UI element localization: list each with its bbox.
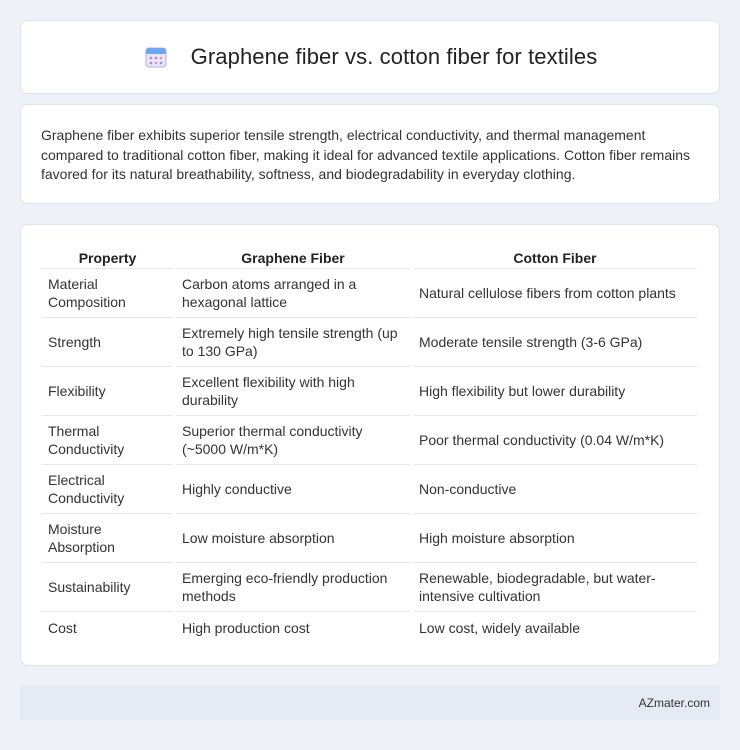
page-title: Graphene fiber vs. cotton fiber for textiles <box>190 44 598 69</box>
table-row <box>42 269 697 318</box>
table-row <box>42 318 697 367</box>
header-cotton: Cotton Fiber <box>413 245 697 269</box>
table-row <box>42 416 697 465</box>
cell-graphene: Emerging eco-friendly production methods <box>176 563 410 612</box>
cell-property: Material Composition <box>42 269 173 318</box>
comparison-table <box>39 245 700 643</box>
table-row <box>42 465 697 514</box>
cell-cotton: Non-conductive <box>413 465 697 514</box>
cell-cotton: High flexibility but lower durability <box>413 367 697 416</box>
cell-property: Thermal Conductivity <box>42 416 173 465</box>
cell-graphene: High production cost <box>182 619 310 636</box>
table-row <box>42 367 697 416</box>
cell-graphene: Carbon atoms arranged in a hexagonal lattice <box>176 269 410 318</box>
footer-bar <box>20 686 720 720</box>
cell-property: Flexibility <box>42 367 173 416</box>
cell-cotton: Low cost, widely available <box>419 619 581 636</box>
header-property: Property <box>42 245 173 269</box>
cell-graphene: Highly conductive <box>176 465 410 514</box>
intro-card <box>20 104 720 204</box>
table-row <box>42 612 697 643</box>
cell-property: Cost <box>48 619 77 636</box>
cell-cotton: Renewable, biodegradable, but water-intensive cultivation <box>413 563 697 612</box>
intro-text: Graphene fiber exhibits superior tensile strength, electrical conductivity, and thermal management compared to traditional cotton fiber, making it ideal for advanced textile applications. Cotton fiber remains favored for its natural breathability, softness, and biodegradability in everyday clothing. <box>41 127 691 182</box>
calendar-icon <box>143 44 169 70</box>
cell-cotton: Natural cellulose fibers from cotton plants <box>413 269 697 318</box>
cell-graphene: Superior thermal conductivity (~5000 W/m*K) <box>176 416 410 465</box>
comparison-table-card <box>20 224 720 666</box>
cell-graphene: Excellent flexibility with high durability <box>176 367 410 416</box>
cell-cotton: Poor thermal conductivity (0.04 W/m*K) <box>413 416 697 465</box>
table-row <box>42 563 697 612</box>
cell-property: Strength <box>42 318 173 367</box>
table-header-row <box>42 245 697 269</box>
cell-cotton: High moisture absorption <box>413 514 697 563</box>
cell-property: Electrical Conductivity <box>42 465 173 514</box>
cell-graphene: Low moisture absorption <box>176 514 410 563</box>
cell-graphene: Extremely high tensile strength (up to 130 GPa) <box>176 318 410 367</box>
table-row <box>42 514 697 563</box>
header-graphene: Graphene Fiber <box>176 245 410 269</box>
header-card <box>20 20 720 94</box>
cell-property: Moisture Absorption <box>42 514 173 563</box>
cell-cotton: Moderate tensile strength (3-6 GPa) <box>413 318 697 367</box>
footer-brand: AZmater.com <box>638 696 710 710</box>
cell-property: Sustainability <box>42 563 173 612</box>
